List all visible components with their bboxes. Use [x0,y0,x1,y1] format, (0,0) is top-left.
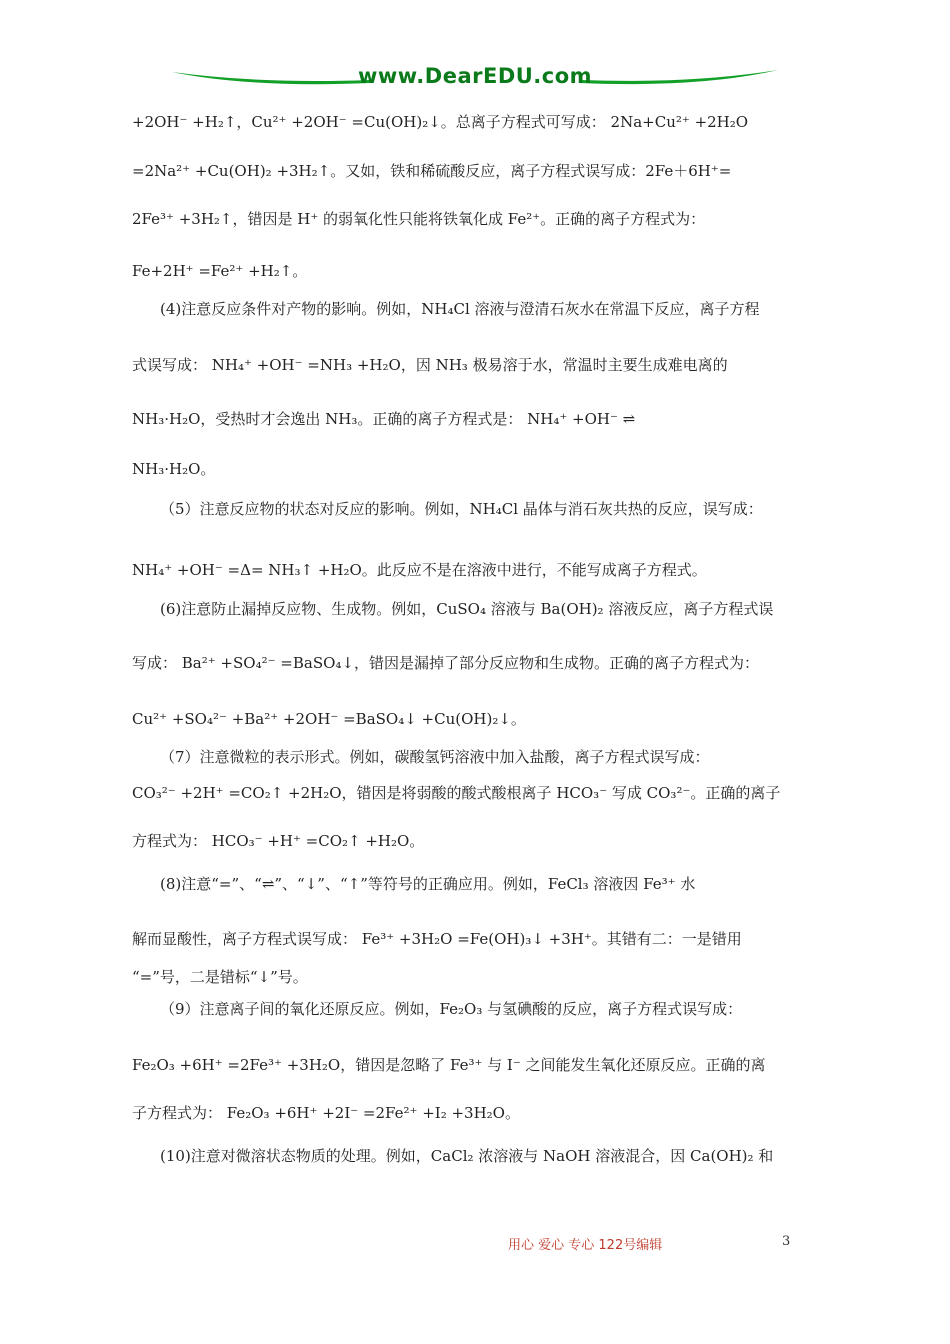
text-line: （7）注意微粒的表示形式。例如，碳酸氢钙溶液中加入盐酸，离子方程式误写成： [160,748,710,766]
text-line: 式误写成： NH₄⁺ +OH⁻ =NH₃ +H₂O，因 NH₃ 极易溶于水，常温时主要生成难电离的 [132,356,728,374]
text-line: NH₃·H₂O，受热时才会逸出 NH₃。正确的离子方程式是： NH₄⁺ +OH⁻ ⇌ [132,410,636,428]
text-line: (8)注意“=”、“⇌”、“↓”、“↑”等符号的正确应用。例如，FeCl₃ 溶液因 Fe³⁺ 水 [160,875,696,893]
text-line: +2OH⁻ +H₂↑，Cu²⁺ +2OH⁻ =Cu(OH)₂↓。总离子方程式可写成： 2Na+Cu²⁺ +2H₂O [132,113,749,131]
text-line: 子方程式为： Fe₂O₃ +6H⁺ +2I⁻ =2Fe²⁺ +I₂ +3H₂O。 [132,1104,520,1122]
text-line: 2Fe³⁺ +3H₂↑，错因是 H⁺ 的弱氧化性只能将铁氧化成 Fe²⁺。正确的离子方程式为： [132,210,706,228]
text-line: NH₄⁺ +OH⁻ =Δ= NH₃↑ +H₂O。此反应不是在溶液中进行，不能写成离子方程式。 [132,561,707,579]
text-line: NH₃·H₂O。 [132,460,216,478]
text-line: 方程式为： HCO₃⁻ +H⁺ =CO₂↑ +H₂O。 [132,832,425,850]
page-number: 3 [782,1234,791,1249]
text-line: Cu²⁺ +SO₄²⁻ +Ba²⁺ +2OH⁻ =BaSO₄↓ +Cu(OH)₂↓。 [132,710,526,728]
text-line: (6)注意防止漏掉反应物、生成物。例如，CuSO₄ 溶液与 Ba(OH)₂ 溶液反应，离子方程式误 [160,600,774,618]
text-line: Fe₂O₃ +6H⁺ =2Fe³⁺ +3H₂O，错因是忽略了 Fe³⁺ 与 I⁻ 之间能发生氧化还原反应。正确的离 [132,1056,766,1074]
text-line: “=”号，二是错标“↓”号。 [132,968,308,986]
text-line: (4)注意反应条件对产物的影响。例如，NH₄Cl 溶液与澄清石灰水在常温下反应，离子方程 [160,300,760,318]
text-line: (10)注意对微溶状态物质的处理。例如，CaCl₂ 浓溶液与 NaOH 溶液混合，因 Ca(OH)₂ 和 [160,1147,774,1165]
text-line: CO₃²⁻ +2H⁺ =CO₂↑ +2H₂O，错因是将弱酸的酸式酸根离子 HCO₃⁻ 写成 CO₃²⁻。正确的离子 [132,784,781,802]
site-header [170,62,780,92]
text-line: （5）注意反应物的状态对反应的影响。例如，NH₄Cl 晶体与消石灰共热的反应，误写成： [160,500,763,518]
text-line: =2Na²⁺ +Cu(OH)₂ +3H₂↑。又如，铁和稀硫酸反应，离子方程式误写成：2Fe＋6H⁺= [132,162,732,180]
footer-text: 用心 爱心 专心 122号编辑 [508,1238,663,1253]
text-line: （9）注意离子间的氧化还原反应。例如，Fe₂O₃ 与氢碘酸的反应，离子方程式误写成： [160,1000,743,1018]
text-line: 解而显酸性，离子方程式误写成： Fe³⁺ +3H₂O =Fe(OH)₃↓ +3H⁺。其错有二：一是错用 [132,930,742,948]
text-line: 写成： Ba²⁺ +SO₄²⁻ =BaSO₄↓，错因是漏掉了部分反应物和生成物。正确的离子方程式为： [132,654,759,672]
text-line: Fe+2H⁺ =Fe²⁺ +H₂↑。 [132,262,308,280]
site-logo-text[interactable]: www.DearEDU.com [357,64,593,88]
